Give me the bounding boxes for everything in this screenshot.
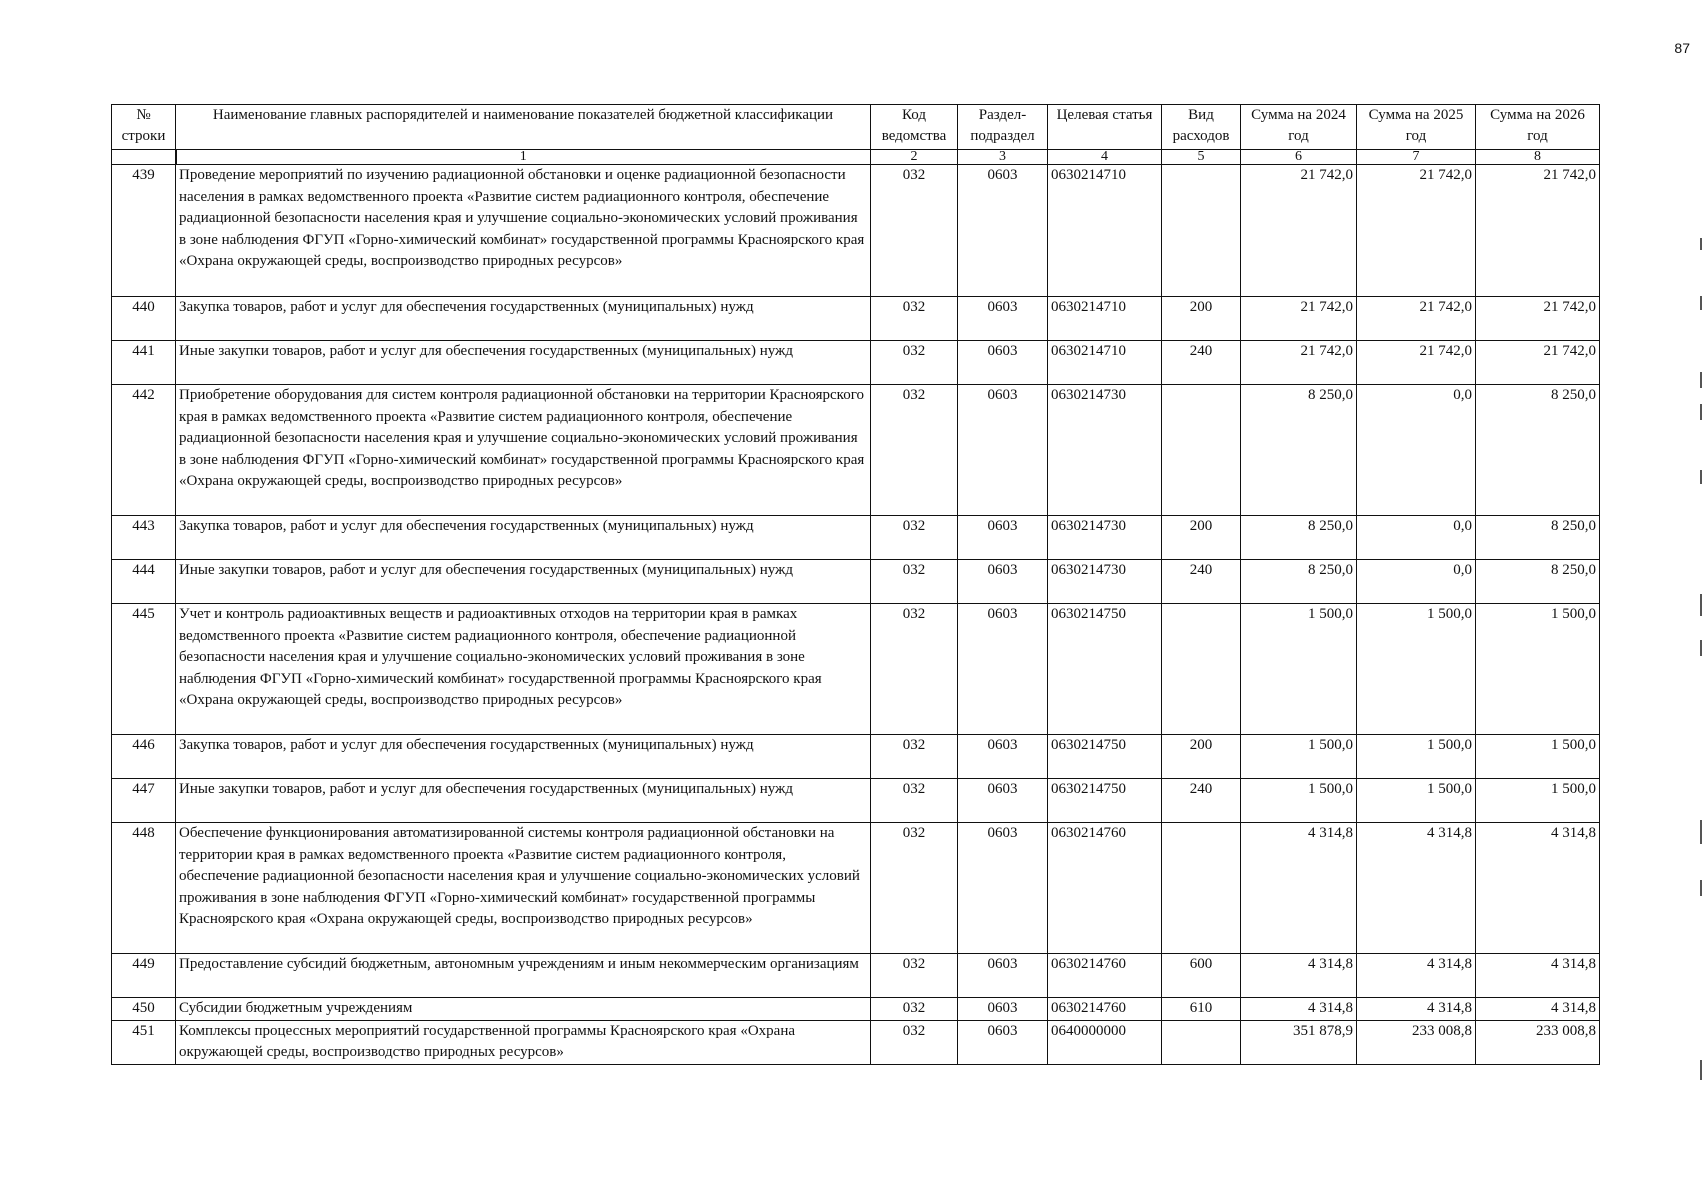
header-sum-2025: Сумма на 2025 год (1357, 105, 1476, 150)
row-expense-type: 200 (1162, 516, 1241, 560)
row-number: 446 (112, 735, 176, 779)
header-target-item: Целевая статья (1048, 105, 1162, 150)
row-number: 441 (112, 341, 176, 385)
row-name: Предоставление субсидий бюджетным, автономным учреждениям и иным некоммерческим организациям (176, 954, 871, 998)
row-sum-2025: 1 500,0 (1357, 735, 1476, 779)
column-number-row (112, 150, 1600, 165)
row-section: 0603 (958, 516, 1048, 560)
row-section: 0603 (958, 823, 1048, 954)
row-sum-2024: 21 742,0 (1241, 297, 1357, 341)
header-sum-2026: Сумма на 2026 год (1476, 105, 1600, 150)
row-expense-type: 610 (1162, 998, 1241, 1021)
row-target-item: 0640000000 (1048, 1020, 1162, 1064)
row-expense-type (1162, 823, 1241, 954)
table-row (112, 297, 1600, 341)
row-sum-2026: 21 742,0 (1476, 341, 1600, 385)
row-target-item: 0630214760 (1048, 998, 1162, 1021)
table-body (112, 165, 1600, 1065)
row-expense-type: 240 (1162, 341, 1241, 385)
row-sum-2025: 0,0 (1357, 516, 1476, 560)
row-sum-2025: 21 742,0 (1357, 341, 1476, 385)
scan-mark (1700, 640, 1702, 656)
row-sum-2025: 4 314,8 (1357, 954, 1476, 998)
row-dept-code: 032 (871, 823, 958, 954)
row-dept-code: 032 (871, 560, 958, 604)
row-sum-2025: 1 500,0 (1357, 779, 1476, 823)
row-sum-2025: 0,0 (1357, 385, 1476, 516)
row-sum-2024: 4 314,8 (1241, 998, 1357, 1021)
scan-mark (1700, 372, 1702, 388)
row-name: Обеспечение функционирования автоматизированной системы контроля радиационной обстановки на территории края в рамках ведомственного проекта «Развитие систем радиационного контроля, обеспечение радиационной безопасности населения края и улучшение социально-экономических условий проживания в зоне наблюдения ФГУП «Горно-химический комбинат» государственной программы Красноярского края «Охрана окружающей среды, воспроизводство природных ресурсов» (176, 823, 871, 954)
column-number: 4 (1048, 150, 1162, 165)
row-dept-code: 032 (871, 604, 958, 735)
row-number: 439 (112, 165, 176, 297)
row-sum-2024: 1 500,0 (1241, 604, 1357, 735)
row-target-item: 0630214760 (1048, 823, 1162, 954)
row-sum-2026: 4 314,8 (1476, 823, 1600, 954)
row-expense-type (1162, 1020, 1241, 1064)
row-sum-2024: 4 314,8 (1241, 823, 1357, 954)
row-target-item: 0630214750 (1048, 604, 1162, 735)
row-sum-2024: 4 314,8 (1241, 954, 1357, 998)
table-row (112, 560, 1600, 604)
row-name: Иные закупки товаров, работ и услуг для обеспечения государственных (муниципальных) нужд (176, 560, 871, 604)
row-sum-2024: 1 500,0 (1241, 735, 1357, 779)
column-number-blank (112, 150, 176, 165)
row-sum-2026: 21 742,0 (1476, 297, 1600, 341)
row-sum-2026: 8 250,0 (1476, 560, 1600, 604)
row-name: Иные закупки товаров, работ и услуг для обеспечения государственных (муниципальных) нужд (176, 341, 871, 385)
row-sum-2026: 1 500,0 (1476, 779, 1600, 823)
row-number: 440 (112, 297, 176, 341)
row-name: Приобретение оборудования для систем контроля радиационной обстановки на территории Красноярского края в рамках ведомственного проекта «Развитие систем радиационного контроля, обеспечение радиационной безопасности населения края и улучшение социально-экономических условий проживания в зоне наблюдения ФГУП «Горно-химический комбинат» государственной программы Красноярского края «Охрана окружающей среды, воспроизводство природных ресурсов» (176, 385, 871, 516)
row-section: 0603 (958, 297, 1048, 341)
table-row (112, 779, 1600, 823)
row-sum-2024: 8 250,0 (1241, 385, 1357, 516)
column-number: 6 (1241, 150, 1357, 165)
row-sum-2024: 21 742,0 (1241, 341, 1357, 385)
row-section: 0603 (958, 954, 1048, 998)
column-number: 5 (1162, 150, 1241, 165)
row-name: Учет и контроль радиоактивных веществ и радиоактивных отходов на территории края в рамках ведомственного проекта «Развитие систем радиационного контроля, обеспечение радиационной безопасности населения края и улучшение социально-экономических условий проживания в зоне наблюдения ФГУП «Горно-химический комбинат» государственной программы Красноярского края «Охрана окружающей среды, воспроизводство природных ресурсов» (176, 604, 871, 735)
row-number: 442 (112, 385, 176, 516)
row-dept-code: 032 (871, 385, 958, 516)
row-sum-2024: 8 250,0 (1241, 560, 1357, 604)
row-number: 447 (112, 779, 176, 823)
row-dept-code: 032 (871, 954, 958, 998)
row-sum-2026: 4 314,8 (1476, 954, 1600, 998)
header-dept-code: Код ведомства (871, 105, 958, 150)
row-section: 0603 (958, 560, 1048, 604)
row-expense-type (1162, 385, 1241, 516)
row-section: 0603 (958, 779, 1048, 823)
column-number: 3 (958, 150, 1048, 165)
row-sum-2025: 4 314,8 (1357, 823, 1476, 954)
row-dept-code: 032 (871, 341, 958, 385)
column-number: 2 (871, 150, 958, 165)
table-row (112, 1020, 1600, 1064)
row-expense-type (1162, 165, 1241, 297)
table-row (112, 735, 1600, 779)
row-section: 0603 (958, 604, 1048, 735)
row-target-item: 0630214710 (1048, 341, 1162, 385)
row-expense-type: 240 (1162, 560, 1241, 604)
row-target-item: 0630214710 (1048, 297, 1162, 341)
row-sum-2024: 1 500,0 (1241, 779, 1357, 823)
row-expense-type: 600 (1162, 954, 1241, 998)
page-number: 87 (1674, 40, 1690, 56)
scan-mark (1700, 238, 1702, 250)
row-sum-2026: 8 250,0 (1476, 516, 1600, 560)
table-row (112, 385, 1600, 516)
row-expense-type (1162, 604, 1241, 735)
row-target-item: 0630214730 (1048, 385, 1162, 516)
row-target-item: 0630214750 (1048, 735, 1162, 779)
header-row-no: № строки (112, 105, 176, 150)
scan-mark (1700, 296, 1702, 310)
column-number: 1 (176, 150, 871, 165)
row-number: 450 (112, 998, 176, 1021)
row-sum-2026: 4 314,8 (1476, 998, 1600, 1021)
row-section: 0603 (958, 1020, 1048, 1064)
budget-table (111, 104, 1600, 1065)
row-sum-2026: 1 500,0 (1476, 604, 1600, 735)
row-target-item: 0630214710 (1048, 165, 1162, 297)
row-name: Проведение мероприятий по изучению радиационной обстановки и оценке радиационной безопасности населения в рамках ведомственного проекта «Развитие систем радиационного контроля, обеспечение радиационной безопасности населения края и улучшение социально-экономических условий проживания в зоне наблюдения ФГУП «Горно-химический комбинат» государственной программы Красноярского края «Охрана окружающей среды, воспроизводство природных ресурсов» (176, 165, 871, 297)
table-row (112, 954, 1600, 998)
row-section: 0603 (958, 998, 1048, 1021)
row-sum-2025: 21 742,0 (1357, 165, 1476, 297)
row-target-item: 0630214730 (1048, 516, 1162, 560)
row-sum-2026: 21 742,0 (1476, 165, 1600, 297)
row-section: 0603 (958, 385, 1048, 516)
row-number: 443 (112, 516, 176, 560)
row-name: Иные закупки товаров, работ и услуг для обеспечения государственных (муниципальных) нужд (176, 779, 871, 823)
row-dept-code: 032 (871, 165, 958, 297)
row-sum-2026: 233 008,8 (1476, 1020, 1600, 1064)
row-section: 0603 (958, 735, 1048, 779)
row-number: 445 (112, 604, 176, 735)
header-section: Раздел-подраздел (958, 105, 1048, 150)
row-dept-code: 032 (871, 998, 958, 1021)
scan-mark (1700, 1060, 1702, 1080)
row-target-item: 0630214760 (1048, 954, 1162, 998)
row-name: Закупка товаров, работ и услуг для обеспечения государственных (муниципальных) нужд (176, 297, 871, 341)
row-sum-2025: 233 008,8 (1357, 1020, 1476, 1064)
row-sum-2025: 21 742,0 (1357, 297, 1476, 341)
row-number: 449 (112, 954, 176, 998)
row-name: Закупка товаров, работ и услуг для обеспечения государственных (муниципальных) нужд (176, 735, 871, 779)
table-row (112, 998, 1600, 1021)
scan-mark (1700, 404, 1702, 420)
row-name: Комплексы процессных мероприятий государственной программы Красноярского края «Охрана окружающей среды, воспроизводство природных ресурсов» (176, 1020, 871, 1064)
row-number: 444 (112, 560, 176, 604)
row-dept-code: 032 (871, 779, 958, 823)
row-expense-type: 200 (1162, 297, 1241, 341)
scan-mark (1700, 594, 1702, 616)
scan-mark (1700, 820, 1702, 844)
row-expense-type: 240 (1162, 779, 1241, 823)
table-row (112, 516, 1600, 560)
row-number: 448 (112, 823, 176, 954)
header-name: Наименование главных распорядителей и наименование показателей бюджетной классификации (176, 105, 871, 150)
table-row (112, 165, 1600, 297)
row-number: 451 (112, 1020, 176, 1064)
table-header-row (112, 105, 1600, 150)
row-dept-code: 032 (871, 516, 958, 560)
header-expense-type: Вид расходов (1162, 105, 1241, 150)
column-number: 7 (1357, 150, 1476, 165)
table-row (112, 604, 1600, 735)
row-name: Субсидии бюджетным учреждениям (176, 998, 871, 1021)
scan-mark (1700, 880, 1702, 896)
row-name: Закупка товаров, работ и услуг для обеспечения государственных (муниципальных) нужд (176, 516, 871, 560)
table-row (112, 341, 1600, 385)
row-sum-2024: 351 878,9 (1241, 1020, 1357, 1064)
row-sum-2024: 21 742,0 (1241, 165, 1357, 297)
row-section: 0603 (958, 165, 1048, 297)
row-dept-code: 032 (871, 1020, 958, 1064)
row-sum-2026: 8 250,0 (1476, 385, 1600, 516)
row-target-item: 0630214730 (1048, 560, 1162, 604)
row-dept-code: 032 (871, 735, 958, 779)
table-row (112, 823, 1600, 954)
row-sum-2024: 8 250,0 (1241, 516, 1357, 560)
row-sum-2025: 0,0 (1357, 560, 1476, 604)
row-target-item: 0630214750 (1048, 779, 1162, 823)
row-section: 0603 (958, 341, 1048, 385)
row-sum-2026: 1 500,0 (1476, 735, 1600, 779)
row-expense-type: 200 (1162, 735, 1241, 779)
row-sum-2025: 4 314,8 (1357, 998, 1476, 1021)
column-number: 8 (1476, 150, 1600, 165)
scan-mark (1700, 470, 1702, 484)
row-sum-2025: 1 500,0 (1357, 604, 1476, 735)
row-dept-code: 032 (871, 297, 958, 341)
header-sum-2024: Сумма на 2024 год (1241, 105, 1357, 150)
